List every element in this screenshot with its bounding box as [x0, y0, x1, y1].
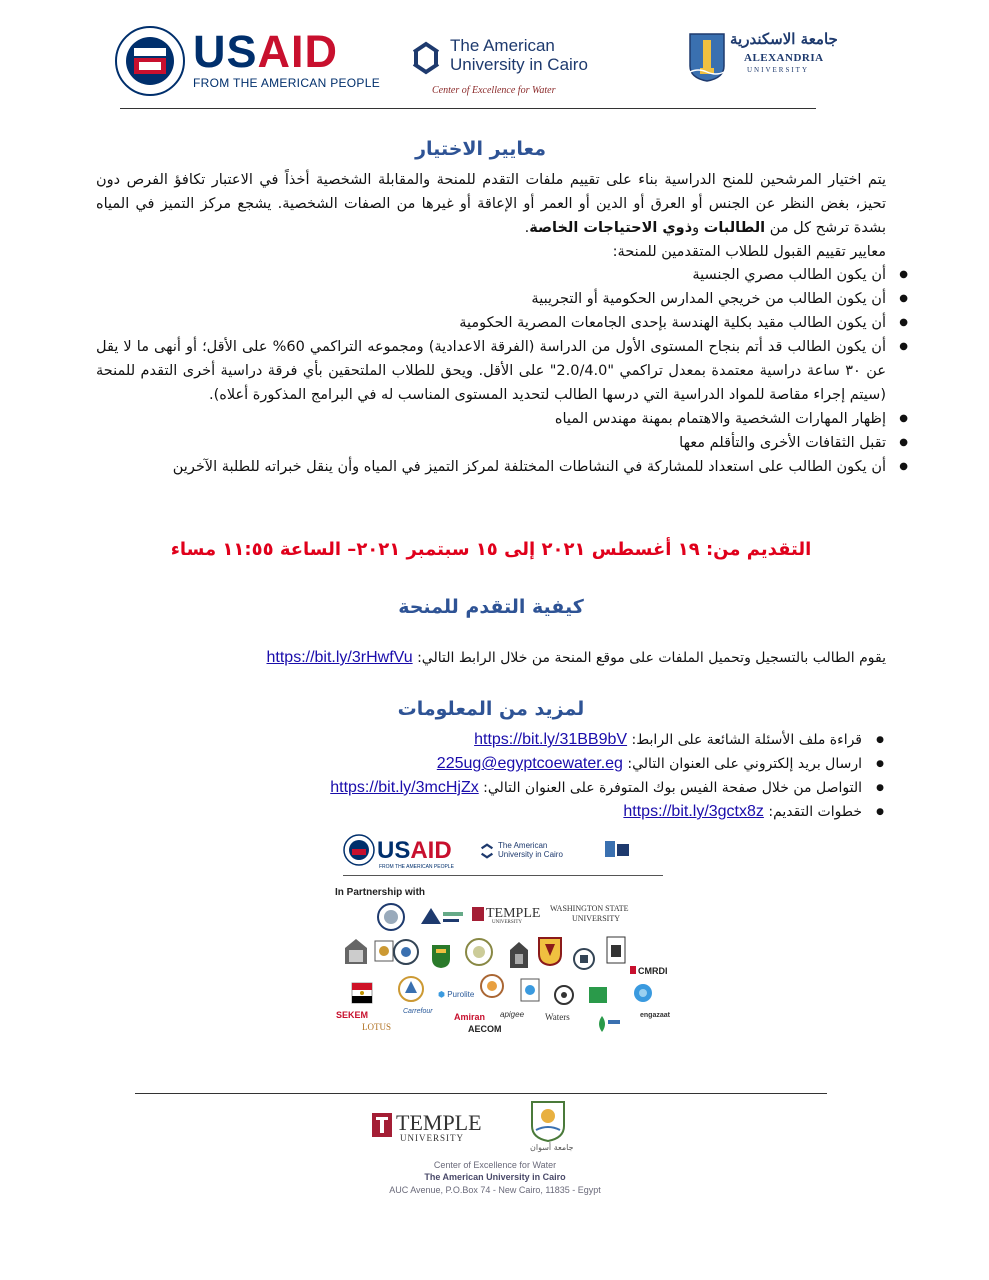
engazaat-logo: engazaat: [640, 1012, 670, 1019]
alexandria-english-sub: UNIVERSITY: [747, 66, 809, 74]
more-info-list: [96, 728, 884, 824]
auc-emblem-icon: [406, 38, 446, 78]
list-item: ● أن يكون الطالب على استعداد للمشاركة في النشاطات المختلفة لمركز التميز في المياه وأن ينقل خبراته للطلبة الآخرين: [96, 455, 886, 479]
partner-logo-15-icon: [633, 983, 653, 1003]
footer-line-1: Center of Excellence for Water: [433, 1160, 557, 1170]
partner-logo-10-icon: [398, 975, 424, 1003]
criteria-subheading: معايير تقييم القبول للطلاب المتقدمين للمنحة:: [612, 244, 886, 260]
faq-link[interactable]: https://bit.ly/31BB9bV: [474, 731, 628, 748]
aswan-university-seal-icon: [530, 1100, 566, 1142]
footer-divider: [135, 1093, 827, 1094]
apply-line: [96, 646, 886, 670]
apply-heading: كيفية التقدم للمنحة: [398, 596, 584, 618]
list-item: ● أن يكون الطالب مصري الجنسية: [96, 263, 886, 287]
partner-logo-12-icon: [517, 977, 543, 1003]
partner-logo-1-icon: [343, 936, 369, 966]
criteria-heading: معايير الاختيار: [415, 138, 546, 160]
list-item: ● التواصل من خلال صفحة الفيس بوك المتوفرة على العنوان التالي: https://bit.ly/3mcHjZx: [96, 776, 862, 800]
alexandria-small-icon: [604, 840, 630, 864]
list-item: ● قراءة ملف الأسئلة الشائعة على الرابط: https://bit.ly/31BB9bV: [96, 728, 862, 752]
bold-special-needs: ذوي الاحتياجات الخاصة: [529, 220, 693, 236]
list-item: ● إظهار المهارات الشخصية والاهتمام بمهنة مهندس المياه: [96, 407, 886, 431]
aecom-logo: AECOM: [468, 1024, 502, 1034]
auc-name-small: The American University in Cairo: [498, 841, 563, 859]
partner-logo-2-icon: [373, 937, 395, 965]
cmrdi-logo: CMRDI: [630, 966, 668, 976]
list-item: ● ارسال بريد إلكتروني على العنوان التالي: 225ug@egyptcoewater.eg: [96, 752, 862, 776]
aswan-caption: جامعة أسوان: [530, 1143, 574, 1152]
partner-logo-3-icon: [393, 939, 419, 965]
steps-link[interactable]: https://bit.ly/3gctx8z: [623, 803, 764, 820]
partners-divider: [343, 875, 663, 876]
more-info-heading: لمزيد من المعلومات: [397, 698, 585, 720]
deadline-heading: التقديم من: ١٩ أغسطس ٢٠٢١ إلى ١٥ سبتمبر ٢٠٢١– الساعة ١١:٥٥ مساء: [170, 539, 812, 560]
partner-logo-6-icon: [508, 940, 530, 970]
partner-logo-7-icon: [537, 936, 563, 966]
email-link[interactable]: 225ug@egyptcoewater.eg: [436, 755, 623, 772]
facebook-link[interactable]: https://bit.ly/3mcHjZx: [330, 779, 479, 796]
partner-logo-14-icon: [589, 987, 607, 1003]
partnership-label: In Partnership with: [335, 887, 426, 898]
header-divider: [120, 108, 816, 109]
egypt-flag-icon: [350, 981, 374, 1005]
lotus-logo: LOTUS: [362, 1022, 391, 1032]
carrefour-logo: Carrefour: [403, 1008, 433, 1015]
usaid-tagline: FROM THE AMERICAN PEOPLE: [193, 76, 381, 90]
footer-line-2: The American University in Cairo: [424, 1172, 566, 1182]
usaid-seal-small-icon: [343, 834, 375, 866]
waters-logo: Waters: [545, 1012, 570, 1022]
list-item: ● أن يكون الطالب قد أتم بنجاح المستوى الأول من الدراسة (الفرقة الاعدادية) ومجموعه التراكمي 60% على الأقل؛ أو أنهى ما لا يقل عن ٣٠ ساعة دراسية معتمدة بمعدل تراكمي "2.0/4.0" على الأقل. ويحق للطلاب الملتحقين بأي فرقة دراسية أخرى التقدم للمنحة (سيتم إجراء مقاصة للمواد الدراسية التي درسها الطالب لتحديد المستوى المناسب له في البرامج المذكورة أعلاه).: [96, 335, 886, 407]
list-item: ● أن يكون الطالب من خريجي المدارس الحكومية أو التجريبية: [96, 287, 886, 311]
usaid-tagline-small: FROM THE AMERICAN PEOPLE: [379, 864, 454, 870]
auc-subtitle: Center of Excellence for Water: [432, 85, 556, 96]
list-item: ● خطوات التقديم: https://bit.ly/3gctx8z: [96, 800, 862, 824]
partner-logo-11-icon: [480, 973, 504, 999]
temple-logo-small: TEMPLE UNIVERSITY: [472, 906, 540, 925]
lighthouse-icon: [688, 32, 726, 82]
auc-name: The American University in Cairo: [450, 36, 588, 74]
usaid-wordmark-small: USAID: [377, 837, 452, 864]
criteria-intro: يتم اختيار المرشحين للمنح الدراسية بناء على تقييم ملفات التقدم للمنحة والمقابلة الشخصية أخذاً في الاعتبار تكافؤ الفرص دون تحيز، بغض النظر عن الجنس أو العرق أو الدين أو العمر أو الإعاقة أو غيرها من الصفات الشخصية. يشجع مركز التميز في المياه بشدة ترشح كل من الطالبات وذوي الاحتياجات الخاصة.: [96, 172, 886, 236]
footer-line-3: AUC Avenue, P.O.Box 74 - New Cairo, 11835 - Egypt: [389, 1185, 601, 1195]
apply-link[interactable]: https://bit.ly/3rHwfVu: [266, 649, 413, 666]
apigee-logo: apigee: [500, 1010, 525, 1019]
university-seal-icon: [377, 903, 405, 931]
partner-logo-9-icon: [605, 935, 627, 965]
list-item: ● تقبل الثقافات الأخرى والتأقلم معها: [96, 431, 886, 455]
water-drop-logo-icon: [594, 1014, 622, 1034]
partner-logo-13-icon: [554, 985, 574, 1005]
list-item: ● أن يكون الطالب مقيد بكلية الهندسة بإحدى الجامعات المصرية الحكومية: [96, 311, 886, 335]
usaid-wordmark: USAID: [193, 26, 339, 77]
purolite-logo: ⬢ Purolite: [438, 990, 475, 999]
apply-text: يقوم الطالب بالتسجيل وتحميل الملفات على موقع المنحة من خلال الرابط التالي:: [417, 650, 886, 666]
partner-logo-5-icon: [465, 938, 493, 966]
usaid-seal-icon: [115, 26, 185, 96]
criteria-list: [96, 263, 908, 479]
partner-logo-4-icon: [430, 943, 452, 969]
alexandria-english-name: ALEXANDRIA: [744, 52, 824, 64]
bold-female-students: الطالبات: [703, 220, 766, 236]
alexandria-arabic-name: جامعة الاسكندرية: [730, 30, 838, 48]
temple-t-icon: [372, 1113, 392, 1137]
auc-emblem-small-icon: [478, 842, 496, 860]
temple-logo: TEMPLE UNIVERSITY: [372, 1110, 482, 1143]
unesco-ihe-logo-icon: [417, 904, 465, 930]
wsu-logo: WASHINGTON STATE UNIVERSITY: [550, 904, 629, 923]
partner-logo-8-icon: [573, 946, 595, 972]
amiran-logo: Amiran: [454, 1012, 486, 1022]
sekem-logo: SEKEM: [336, 1010, 369, 1020]
